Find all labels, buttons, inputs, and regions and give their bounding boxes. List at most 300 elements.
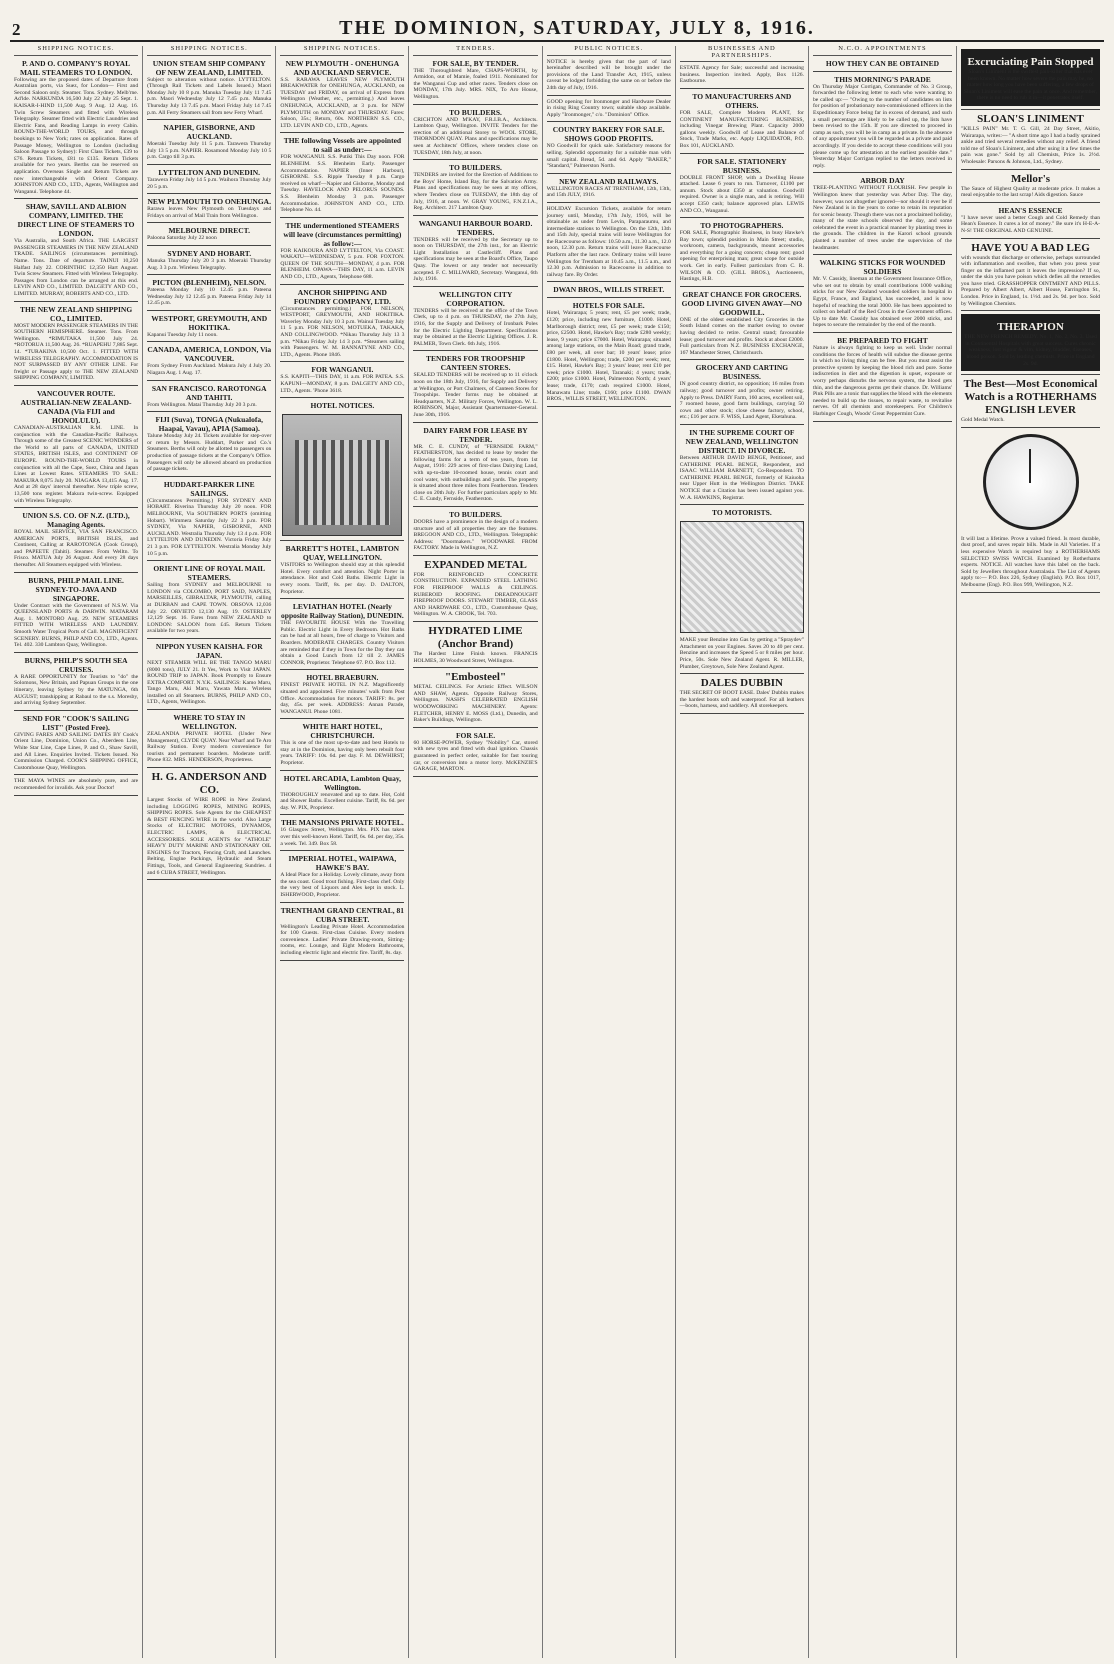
advertisement-body: FOR REINFORCED CONCRETE CONSTRUCTION. EXPANDED STEEL LATHING FOR FIREPROOF WALLS & CEILINGS. RUBEROID ROOFING. DREADNOUGHT FIREPROOF DOORS. STEWART TIMBER, GLASS AND HARDWARE CO., LTD., Customhouse Quay, Wellington. W. A. CROOK, Tel. 703. [413,571,538,618]
advertisement-body: Rarawa leaves New Plymouth on Tuesdays and Fridays on arrival of Mail Train from Wellington. [147,206,272,219]
advertisement-title: HUDDART-PARKER LINE SAILINGS. [163,479,255,498]
divider [680,504,804,505]
column-heading: N.C.O. APPOINTMENTS [813,46,952,56]
divider [147,310,271,311]
advertisement [413,219,537,283]
advertisement [280,906,404,957]
advertisement [680,363,804,421]
advertisement [147,642,271,706]
advertisement [413,510,537,552]
advertisement [813,176,952,251]
advertisement-body: METAL CEILINGS. For Artistic Effect. WILSON AND SHAW, Agents. Opposite Railway Stores, Wellington. NASH'S CELEBRATED ENGLISH WOODWORKING MACHINERY. Agents: FLETCHER, HENRY E. MOSS (Ltd.), Dunedin, and Baker's Buildings, Wellington. [413,684,538,724]
divider [961,238,1100,239]
advertisement [813,258,952,329]
divider [680,217,804,218]
advertisement [813,75,952,170]
advertisement-body: GIVING FARES AND SAILING DATES BY Cook's Orient Line, Dominion, Union Co., Aberdeen Line, White Star Line, Cape Lines, P. and O., Shaw Savill, and All Lines. Enquiries Invited. Tickets Issued. No Commission Charged. COOK'S SHIPPING OFFICE, Customhouse Quay, Wellington. [14,731,139,771]
column-heading: PUBLIC NOTICES. [547,46,671,56]
advertisement [961,173,1100,199]
column-advertisements [957,46,1104,1658]
advertisement-body: THOROUGHLY renovated and up to date. Hot, Cold and Shower Baths. Excellent cuisine. Tariff, 8s. 6d. per day. W. PIX, Proprietor. [280,791,405,811]
divider [413,215,537,216]
advertisement [413,290,537,348]
divider [280,770,404,771]
advertisement-title: FIJI (Suva), TONGA (Nukualofa, Haapai, Vavau), APIA (Samoa). [155,415,263,434]
advertisement [280,221,404,281]
advertisement-body: Sloan's Liniment is the swiftest pain-killer that has ever been known. No matter how severe the pain may be, no matter how long you have been suffering, a few drops of Sloan's Liniment will ease the pain at once. And remember, there is no need to rub it in—it penetrates itself. [964,69,1097,102]
advertisement-title: FOR WANGANUI. [311,365,374,375]
advertisement-body: FOR SALE, Complete Modern PLANT, for CONTINENT MANUFACTURING BUSINESS, including Vinegar Brewing Plant. Capacity 2000 gallons weekly. Goodwill of Lease and Balance of Stock, Trade Marks, etc. Apply LIQUIDATOR, P.O. Box 101, AUCKLAND. [679,109,804,149]
column-heading: BUSINESSES AND PARTNERSHIPS. [680,46,804,62]
advertisement-body: FINEST PRIVATE HOTEL IN N.Z. Magnificently situated and appointed. Five minutes' walk from Post Office. Accommodation for motors. TARIFF: 8s. per day, 45s. per week. ADDRESS: Annan Parade, WANGANUI. Phone 1081. [280,682,405,715]
advertisement [413,731,537,773]
advertisement [280,673,404,715]
advertisement [413,59,537,101]
advertisement [961,378,1100,424]
advertisement-title: TO PHOTOGRAPHERS. [700,221,784,231]
newspaper-title: THE DOMINION, SATURDAY, JULY 8, 1916. [339,17,815,39]
advertisement [14,576,138,649]
advertisement [14,778,138,791]
divider [547,406,671,407]
advertisement [547,285,671,294]
advertisement-body: Subject to alteration without notice. LYTTELTON. (Through Rail Tickets and Labels Issued.) Maori Monday July 10 8 p.m. Manuka Tuesday July 11 7.45 p.m. Maori Wednesday July 12 7.45 p.m. Manuka Thursday July 13 7.45 p.m. Maori Friday July 14 7.45 p.m. All Ferry Steamers sail from new Ferry Wharf. [147,76,272,116]
advertisement-title: HYDRATED LIME (Anchor Brand) [428,625,523,651]
advertisement-title: TO BUILDERS. [449,163,502,173]
advertisement-body: IN good country district, no opposition; 16 miles from railway; good turnover and profits; owner retiring. Apply to Press. DAIRY Farm, 160 acres, excellent soil, 7 roomed house, good farm buildings, carrying 50 cows and other stock; close cheese factory, school, etc.; £16 per acre. F. WISS, Land Agent, Eketahuna. [679,381,804,421]
advertisement-body: SEALED TENDERS will be received up to 11 o'clock noon on the 18th July, 1916, for Supply and Delivery at Wellington, or Port Chalmers, of Canteen Stores for Troopships. Tender forms may be obtained at Headquarters, N.Z. Military Forces, Wellington. W. L. ROBINSON, Major, Assistant Quartermaster-General. June 30th, 1916. [413,372,538,418]
advertisement [14,511,138,569]
advertisement-title: SHAW, SAVILL AND ALBION COMPANY, LIMITED. THE DIRECT LINE OF STEAMERS TO LONDON. [17,202,135,239]
advertisement-body: TENDERS will be received at the office of the Town Clerk, up to 4 p.m. on THURSDAY, the 27th July, 1916, for the Supply and Delivery of Ironbark Poles for the Electric Lighting Department. Specifications may be obtained at the Electric Lighting Offices. J. R. PALMER, Town Clerk. 6th July, 1916. [413,307,538,347]
advertisement-body: THE MAYA WINES are absolutely pure, and are recommended for invalids. Ask your Doctor! [14,778,139,791]
divider [413,555,537,556]
advertisement-body: Manuka Thursday July 20 3 p.m. Moeraki Thursday Aug. 3 3 p.m. Wireless Telegraphy. [147,257,272,271]
advertisement-body: From Sydney From Auckland. Makura July 4 July 20. Niagara Aug. 1 Aug. 17. [147,363,272,377]
divider [147,164,271,165]
advertisement [413,354,537,418]
divider [680,424,804,425]
advertisement-title: WESTPORT, GREYMOUTH, AND HOKITIKA. [151,313,268,332]
divider [813,254,952,255]
advertisement-body: ONE of the oldest established City Groceries in the South Island comes on the market owing to owner having decided to retire. Central stand; favourable lease; good turnover and profits. Stock at about £2000. Full particulars from N.Z. BUSINESS EXCHANGE, 167 Manchester Street, Christchurch. [679,316,804,356]
advertisement-title: SEND FOR "COOK'S SAILING LIST" (Posted Free). [22,713,130,732]
advertisement [147,249,271,271]
advertisement-title: WALKING STICKS FOR WOUNDED SOLDIERS [819,258,946,277]
advertisement-title: WANGANUI HARBOUR BOARD. TENDERS. [418,218,533,237]
divider [547,121,671,122]
advertisement [813,59,952,68]
divider [14,301,138,302]
advertisement-title: THE MANSIONS PRIVATE HOTEL. [281,818,404,828]
advertisement-title: IMPERIAL HOTEL, WAIPAWA, HAWKE'S BAY. [288,854,397,873]
advertisement-body: Tarawera Friday July 14 5 p.m. Waihora Thursday July 20 5 p.m. [147,176,272,190]
advertisement-body: ZEALANDIA PRIVATE HOTEL (Under New Management), CLYDE QUAY. Near Wharf and Te Aro Railway Station. Every modern convenience for tourists and permanent boarders. Moderate tariff. Phone 832. MRS. HENDERSON, Proprietress. [147,731,272,764]
advertisement-title: GROCERY AND CARTING BUSINESS. [695,363,789,382]
advertisement [961,206,1100,235]
advertisement-title: TO MANUFACTURERS AND OTHERS. [692,91,792,110]
divider [280,361,404,362]
advertisement [280,365,404,394]
divider [413,667,537,668]
advertisement-body: Largest Stocks of WIRE ROPE in New Zealand, including LOGGING ROPES, MINING ROPES, SHIPPING ROPES. Sole Agents for the CHEAPEST & BEST FENCING WIRE in the world. Also Large Stocks of ELECTRIC MOTORS, DYNAMOS, ELECTRIC LAMPS, & ELECTRICAL ACCESSORIES. SOLE AGENTS for "ATHOLE" HEAVY DUTY MARINE AND STATIONARY OIL ENGINES for Tractors, Fencing Craft, and Launches. Belting, Engine Packings, Hydraulic and Steam Fittings, Tools, and General Engineering Sundries. 4 and 6 CUBA STREET, Wellington. [147,797,272,876]
divider [813,421,952,422]
advertisement-title: "Embosteel" [444,671,507,684]
advertisement [680,677,804,710]
advertisement-title: BURNS, PHILP MAIL LINE. SYDNEY-TO-JAVA AND SINGAPORE. [28,575,124,603]
column-shipping-2 [143,46,276,1658]
advertisement [147,123,271,161]
divider [961,109,1100,110]
advertisement-body: CRICHTON AND M'KAY, F.R.I.B.A., Architects. Lambton Quay, Wellington. INVITE Tenders for the erection of an additional Storey to WOOL STORE, THORNDON QUAY. Plans and specifications may be seen at Architects' Offices, where tenders close on TUESDAY, 18th July, at noon. [413,116,538,156]
advertisement-body: Pateena Monday July 10 12.45 p.m. Pateena Wednesday July 12 12.45 p.m. Pateena Friday July 14 12.45 p.m. [147,287,272,307]
advertisement-body: Hotel, Wairarapa; 5 years; rent, £5 per week; trade, £120; price, including new furniture, £1000. Hotel, Marlborough district; rent, £5 per week; trade £150; price, £2500. Hotel, Hawke's Bay; trade £280 weekly; lease, 9 years; price £7000. Hotel, Wairarapa; situated among large stations, on the Main Road; grand trade, £80 per week, all over bar; 10 years' lease; price £1800. Hotel, Wellington; trade, £200 per week; rent, £15. Hotel, Hawke's Bay; 3 years' lease; rent £10 per week; price £1000. Hotel, Taranaki; 4 years; trade, £200; price £1000. Hotel, Palmerston North; 4 years' lease; trade, £170; cash required £1000. Hotel, Manawatu Line; trade, £160; price £1100. DWAN BROS., WILLIS STREET, WELLINGTON. [546,310,671,403]
advertisement [14,305,138,382]
advertisement-title: HAVE YOU A BAD LEG [971,241,1090,254]
advertisement [413,426,537,503]
divider [547,95,671,96]
advertisement [961,113,1100,166]
divider [547,173,671,174]
advertisement-title: BURNS, PHILP'S SOUTH SEA CRUISES. [24,655,128,674]
advertisement-title: BE PREPARED TO FIGHT [837,336,928,345]
advertisement-title: HOTEL ARCADIA, Lambton Quay, Wellington. [283,773,402,792]
divider [147,879,271,880]
advertisement-body: NOTICE is hereby given that the part of land hereinafter described will be brought under the provisions of the Land Transfer Act, 1915, unless caveat be lodged forbidding the same on or before the 24th day of July, 1916. [546,58,671,91]
advertisement-title: UNION STEAM SHIP COMPANY OF NEW ZEALAND, LIMITED. [152,58,266,77]
advertisement [413,671,537,724]
advertisement-body: WELLINGTON RACES AT TRENTHAM, 12th, 13th, and 15th JULY, 1916. [546,185,671,199]
divider [961,169,1100,170]
advertisement-title: DALES DUBBIN [700,677,783,690]
advertisement-body: Gold Medal Watch. [960,417,1005,424]
advertisement [147,59,271,117]
divider [961,310,1100,311]
divider [147,222,271,223]
advertisement [147,278,271,307]
divider [413,286,537,287]
advertisement-title: WHERE TO STAY IN WELLINGTON. [173,713,246,732]
advertisement-title: GREAT CHANCE FOR GROCERS. GOOD LIVING GIVEN AWAY—NO GOODWILL. [681,289,803,317]
divider [147,274,271,275]
advertisement-title: TO BUILDERS. [449,107,502,117]
advertisement-title: NEW PLYMOUTH TO ONEHUNGA. [147,197,271,207]
advertisement-body: Wellington's Leading Private Hotel. Accommodation for 100 Guests. First-class Cuisine. Every modern convenience. Ladies' Private Drawing-room, Sitting-rooms, etc. Lounge, and Eight Modern Bathrooms, including electric light and electric fire. Tariff, 8s. day. [280,923,405,956]
advertisement-body: Talune Monday July 24. Tickets available for step-over or return by Messrs. Huddart, Parker and Co.'s Steamers. Berths will only be allotted to passengers on production of passage tickets at the Company's Office. Passengers will only be allowed aboard on production of passage tickets. [147,433,272,473]
advertisement-title: THE NEW ZEALAND SHIPPING CO., LIMITED. [19,304,133,323]
divider [147,476,271,477]
divider [680,88,804,89]
divider [280,217,404,218]
advertisement-body: DOORS have a prominence in the design of a modern structure and of all properties they are the features. BREGOON AND CO., LTD., Wellington. Telegraphic Address: "Doormakers." WOODWARE FROM FACTORY. Made in Wellington, N.Z. [413,518,538,552]
advertisement [547,301,671,402]
divider [14,572,138,573]
advertisement-body: CANADIAN-AUSTRALIAN R.M. LINE. In conjunction with the Canadian-Pacific Railways. Through some of the Greatest SCENIC WONDERS of the World to all parts of CANADA, UNITED STATES, BRITISH ISLES, and CONTINENT OF EUROPE. ROUND-THE-WORLD TOURS in conjunction with all the Cape, Suez, China and Japan Lines at Lowest Rates. STEAMERS TO SAIL: MAKURA 8,075 July 20. NIAGARA 13,415 Aug. 17. And at 28 days' interval thereafter. New triple screw, 13,500 tons register. Makura twin-screw. Equipped with Wireless Telegraphy. [14,424,139,504]
advertisement-body: A RARE OPPORTUNITY for Tourists to "do" the Solomons, New Britain, and Papuan Groups in the one itinerary, leaving Sydney by the MATUNGA, 6th AUGUST; transhipping at Rabaul to the s.s. Moresby, and arriving Sydney September. [14,673,139,707]
advertisement-body: It will last a lifetime. Prove a valued friend. Is most durable, dust proof, and saves repair bills. Made in All Varieties. If a less expensive Watch is required buy a ROTHERHAMS SELECTED SWISS WATCH. Examined by Rotherhams experts. NOTICE. All watches have this label on the back. Sold by Jewellers throughout Australasia. The List of Agents apply to:— P.O. Box 226, Sydney (English). P.O. Box 1017, Melbourne (Eng). P.O. Box 999, Wellington, N.Z. [960,535,1101,588]
advertisement [413,108,537,157]
advertisement-body: Nature is always fighting to keep us well. Under normal conditions the forces of health will subdue the disease germs in which no living thing can be free. But you must assist the protective system by keeping the blood rich and pure. Some indiscretion in diet and the digestion is upset, exposure or worry perhaps disturbs the nervous system, the blood gets thin, and the dangerous germs get their chance. Dr. Williams' Pink Pills are a tonic that supplies the blood with the elements needed to build up the tissues, to repair waste, to revitalise nerves. Of all chemists and storekeepers. For Children's Harbinger Cough, Woods' Great Peppermint Cure. [812,345,952,417]
divider [280,669,404,670]
advertisement [280,288,404,359]
advertisement-title: UNION S.S. CO. OF N.Z. (LTD.), Managing Agents. [22,511,130,530]
advertisement-body: MR. C. E. CUNDY, of "FERNSIDE FARM," FEATHERSTON, has decided to lease by tender the following farms for a term of ten years, from 1st August, 1916: 229 acres of first-class Dairying Land, with up-to-date 10-roomed house, tennis court and cool water, with outbuildings and yards. The property is situated about three miles from Featherston. Tenders close on 20th July. For further particulars apply to Mr. C. E. Cundy, Fernside, Featherston. [413,443,538,503]
advertisement-title: SAN FRANCISCO. RAROTONGA AND TAHITI. [151,383,267,402]
advertisement-body: This is one of the most up-to-date and best Hotels to stay at in the Dominion, having only been rebuilt four years. TARIFF: 10s. 6d. per day. F. M. DEWHIRST, Proprietor. [280,740,405,767]
advertisement [680,157,804,215]
advertisement-title: THERAPION [997,321,1064,334]
advertisement-body: (Circumstances permitting.) FOR NELSON, WESTPORT, GREYMOUTH, AND HOKITIKA. Waverley Monday July 10 3 p.m. Wainui Tuesday July 11 5 p.m. FOR NELSON, MOTUEKA, TAKAKA, AND COLLINGWOOD. *Nikau Thursday July 13 3 p.m. *Nikau Friday July 14 3 p.m. *Steamers sailing with Passengers. W. M. BANNATYNE AND CO., LTD., Agents. Phone 1846. [280,305,405,358]
advertisement [680,290,804,357]
divider [961,427,1100,428]
column-public-notices [543,46,676,1658]
divider [413,506,537,507]
divider [413,350,537,351]
advertisement [14,59,138,196]
advertisement [813,336,952,418]
page-number: 2 [12,20,21,39]
divider [147,411,271,412]
advertisement-title: SLOAN'S LINIMENT [977,112,1084,125]
advertisement-body: Paloona Saturday July 22 noon [147,235,217,242]
advertisement-title: IN THE SUPREME COURT OF NEW ZEALAND, WELLINGTON DISTRICT. IN DIVORCE. [685,427,799,455]
divider [961,592,1100,593]
advertisement-body: From Wellington. Matai Thursday July 20 3 p.m. [147,401,257,408]
advertisement-body: "KILLS PAIN" Mr. T. G. Gill, 24 Day Street, Akitio, Wairarapa, writes:— "A short time ago I had a badly sprained ankle and tried several remedies without any relief. A friend told me of Sloan's Liniment, and after using it a few times the pain was gone." Sold by all Chemists, Price 1s. 2½d. Wholesale: Parsons & Johnson, Ltd., Sydney. [960,125,1101,165]
advertisement-body: TENDERS will be received by the Secretary up to noon on THURSDAY, the 27th inst., for an Electric Light Installation at Castlecliff. Plans and specifications may be seen at the Board's Office, Taupo Quay. The lowest or any tender not necessarily accepted. F. C. MILLWARD, Secretary. Wanganui, 6th July, 1916. [413,236,538,283]
advertisement-body: FOR WANGANUI. S.S. Putiki This Day noon. FOR BLENHEIM. S.S. Blenheim Early. Passenger Accommodation. NAPIER (Inner Harbour), GISBORNE. S.S. Rippie Tuesday 8 p.m. Cargo received on wharf—Napier and Gisborne, Monday and Tuesday. HAVELOCK AND PELORUS SOUNDS. S.S. Blenheim Monday 3 p.m. Passenger Accommodation. JOHNSTON AND CO., LTD. Telephone No. 44. [280,154,405,214]
advertisement-body: GOOD opening for Ironmonger and Hardware Dealer in rising Ring Country town; suitable shop available. Apply "Ironmonger," c/o. "Dominion" Office. [546,98,671,118]
advertisement-title: The Best—Most Economical Watch is a ROTHERHAMS ENGLISH LEVER [963,378,1098,417]
advertisement-title: Excruciating Pain Stopped [967,56,1094,68]
advertisement-title: FOR SALE. STATIONERY BUSINESS. [697,156,787,175]
divider [147,380,271,381]
advertisement-title: HOW THEY CAN BE OBTAINED [825,58,939,68]
advertisement-body: Mr. V. Cassidy, lineman at the Government Insurance Office, who set out to obtain by small contributions 1000 walking sticks for our New Zealand wounded soldiers in hospital in Egypt, France, and England, has succeeded, and is now hopeful of reaching the total 3000. He has been appointed to collect on behalf of the Red Cross in the Government offices. Up to date Mr. Cassidy has obtained over 2000 sticks, and hopes to secure the remainder by the end of the month. [812,276,952,329]
advertisement [680,428,804,501]
divider [680,153,804,154]
divider [813,172,952,173]
divider [280,814,404,815]
advertisement-title: THE undermentioned STEAMERS will leave (circumstances permitting) as follow:— [283,220,402,248]
advertisement-body: On Thursday Major Corrigan, Commander of No. 3 Group, forwarded the following letter to each who were wanting to be called up:— "Owing to the number of candidates on lists for position of probationary non-commissioned officers in the Expeditionary Force being far in excess of demand, and such a small percentage are likely to be called up, the lists have been revised to the 15th. If you are directed to proceed in camp as such, you will be in camp as a private. In the absence of any appointment you will be regarded as a private and paid accordingly. If you decide to accept these conditions will you please come up for attestation at the earliest possible date." Yesterday Major Corrigan replied to the letters received in reply. [812,83,952,169]
advertisement-title: P. AND O. COMPANY'S ROYAL MAIL STEAMERS TO LONDON. [19,58,133,77]
divider [280,902,404,903]
column-heading: SHIPPING NOTICES. [147,46,271,56]
divider [14,507,138,508]
advertisement-body: Via Australia, and South Africa. THE LARGEST PASSENGER STEAMERS IN THE NEW ZEALAND TRADE. SAILINGS (circumstances permitting). Name. Tons. Date of departure. TAINUI 10,250 Halfast July 22. CORINTHIC 12,350 Hart August. Twin Screw Steamers. Fitted with Wireless Telegraphy. Passages from London can be arranged at this end. LEVIN AND CO., LIMITED. DALGETY AND CO., LIMITED. MURRAY, ROBERTS AND CO., LTD. [14,238,139,298]
column-heading: SHIPPING NOTICES. [14,46,138,56]
divider [14,795,138,796]
divider [280,718,404,719]
advertisement-body: The Hardest Lime Finish known. FRANCIS HOLMES, 30 Woodward Street, Wellington. [413,651,538,664]
advertisement-title: NEW PLYMOUTH - ONEHUNGA AND AUCKLAND SERVICE. [285,58,400,77]
divider [147,767,271,768]
advertisement-body: THE SECRET OF BOOT EASE. Dales' Dubbin makes the hardest boots soft and waterproof. For all leathers—boots, harness, and saddlery. All storekeepers. [679,690,804,710]
advertisement-title: DAIRY FARM FOR LEASE BY TENDER. [423,425,528,444]
column-shipping-3 [276,46,409,1658]
divider [280,598,404,599]
divider [413,159,537,160]
advertisement-title: HOTELS FOR SALE. [572,301,645,311]
advertisement-body: The Sauce of Highest Quality at moderate price. It makes a meal enjoyable to the last scrap! Aids digestion. Sauce [960,185,1101,199]
divider [147,560,271,561]
advertisement [280,774,404,812]
advertisement-title: Mellor's [1010,172,1051,185]
divider [413,776,537,777]
advertisement [961,242,1100,308]
divider [14,710,138,711]
engraving-illustration [282,414,402,536]
columns [10,46,1104,1658]
advertisement-body: 16 Glasgow Street, Wellington. Mrs. PIX has taken over this well-known Hotel. Tariff, 6s. 6d. per day, 35s. a week. Tel. 349. Box 58. [280,827,405,847]
advertisement-title: SYDNEY AND HOBART. [167,248,252,258]
advertisement [413,163,537,212]
divider [547,281,671,282]
masthead [10,8,1104,42]
divider [14,198,138,199]
advertisement [280,401,404,536]
column-tenders [409,46,542,1658]
advertisement-body: MAKE your Benzine into Gas by getting a "Spraydev" Attachment on your Engines. Saves 20 to 40 per cent. Benzine and increases the Speed 5 or 8 miles per hour. Price, 50s. Sole New Zealand Agent. R. MILLER, Plumber, Greytown, Sole New Zealand Agent. [679,637,804,670]
advertisement-body: TREE-PLANTING WITHOUT FLOURISH. Few people in Wellington knew that yesterday was Arbor Day. The day, however, was not altogether ignored—nor should it ever be if New Zealand is in the years to come to retain its reputation for scenic beauty. Though there was not a proclaimed holiday, many of the state schools observed the day, and some celebrated the event in a practical manner by planting trees in the grounds. The children in the Karori school grounds planted a number of trees under the supervision of the headmaster. [812,185,952,251]
advertisement-title: MELBOURNE DIRECT. [168,226,250,236]
advertisement [280,854,404,898]
advertisement [961,434,1100,589]
advertisement [413,625,537,664]
advertisement-title: VANCOUVER ROUTE. AUSTRALIAN-NEW ZEALAND-CANADA (Via FIJI and HONOLULU). [20,388,132,425]
advertisement-body: A Ideal Place for a Holiday. Lovely climate, away from the sea coast. Good trout fishing. First-class chef. Only the very best of Liquors and Ales kept in stock. L. ISHERWOOD, Proprietor. [280,872,405,898]
divider [147,638,271,639]
advertisement-title: TENDERS FOR TROOPSHIP CANTEEN STORES. [426,354,526,373]
advertisement-body: ROYAL MAIL SERVICE, VIA SAN FRANCISCO. AMERICAN PORTS, BRITISH ISLES, and Continent, Calling at RAROTONGA (Cook Group), and PAPEETE (Tahiti). Steamer. From Welltn. To Frisco. MATUA July 26 August. And every 28 days thereafter. All Steamers equipped with Wireless. [14,529,139,569]
divider [147,245,271,246]
advertisement [280,818,404,847]
advertisement-title: H. G. ANDERSON AND CO. [151,771,267,797]
divider [280,397,404,398]
divider [680,713,804,714]
advertisement-title: COUNTRY BAKERY FOR SALE. SHOWS GOOD PROFITS. [552,125,665,144]
advertisement-title: CANADA, AMERICA, LONDON, Via VANCOUVER. [147,345,272,364]
advertisement-body: TENDERS are invited for the Erection of Additions to the Boys' Home, Island Bay, for the Salvation Army. Plans and specifications may be seen at my offices, where Tenders close on TUESDAY, the 18th day of July, 1916, at noon. W. GRAY YOUNG, F.N.Z.I.A., Reg. Architect. 217 Lambton Quay. [413,172,538,212]
advertisement-title: FOR SALE, BY TENDER. [432,58,519,68]
divider [14,385,138,386]
column-news [809,46,957,1658]
advertisement [547,177,671,199]
advertisement-body: Kapanui Tuesday July 11 noon. [147,331,218,338]
advertisement-body: Between ARTHUR DAVID BENGE, Petitioner, and CATHERINE PEARL BENGE, Respondent, and ISAAC WILLIAM BARNETT, Co-Respondent. TO CATHERINE PEARL BENGE, formerly of Kaiuoha near Upper Hutt in the Wellington District. TAKE NOTICE that a Citation has been issued against you. W. A. HAWKINS, Registrar. [679,454,804,501]
advertisement [680,221,804,283]
advertisement-body: Sailing from SYDNEY and MELBOURNE to LONDON via COLOMBO, PORT SAID, NAPLES, MARSEILLES, GIBRALTAR, PLYMOUTH, calling at DURBAN and CAPE TOWN. ORSOVA 12,036 July 22. ORVIETO 12,130 Aug. 19. OSTERLEY 12,129 Sept. 16. Fares from NEW ZEALAND to LONDON: SALOON from £45. Return Tickets available for two years. [147,582,272,635]
advertisement-body: "I have never used a better Cough and Cold Remedy than Hean's Essence. It cures a lot of money." Be sure it's H-E-A-N-S! THE ORIGINAL AND GENUINE. [960,214,1101,234]
advertisement-body: VISITORS to Wellington should stay at this splendid Hotel. Every comfort and attention. Night Porter in attendance. Hot and Cold Baths. Electric Light in every room. Tariff, 8s. per day. D. DALTON, Proprietor. [280,562,405,595]
pocket-watch-illustration [983,434,1079,530]
engraving-illustration [680,521,804,633]
advertisement-title: HEAN'S ESSENCE [998,205,1063,215]
advertisement [547,59,671,92]
divider [280,850,404,851]
advertisement-title: ANCHOR SHIPPING AND FOUNDRY COMPANY, LTD. [293,287,391,306]
advertisement-title: FOR SALE. [455,730,496,740]
advertisement [280,722,404,766]
advertisement [280,544,404,595]
advertisement-title: THE following Vessels are appointed to sail as under:— [283,136,402,155]
divider [14,774,138,775]
advertisement [961,49,1100,106]
advertisement [147,564,271,635]
advertisement-body: with wounds that discharge or otherwise, perhaps surrounded with inflammation and swollen, that when you press your finger on the inflamed part it leaves the impression? If so, under the skin you have poison which defies all the remedies you have tried. GRASSHOPPER OINTMENT AND PILLS. Prepared by Albert Albert, Albert House, Farringdon St., London. Price in England, 1s. 1½d. and 2s. 9d. per box. Sold by Wellington Chemists. [960,254,1101,307]
advertisement-body: Moeraki Tuesday July 11 5 p.m. Tarawera Thursday July 13 5 p.m. NAPIER. Rosamond Monday July 10 5 p.m. Cargo till 3 p.m. [147,141,272,161]
divider [961,202,1100,203]
advertisement [147,314,271,339]
advertisement-body: S.S. KAPITI—THIS DAY, 11 a.m. FOR PATEA. S.S. KAPUNI—MONDAY, 8 p.m. DALGETY AND CO., LTD., Agents. 'Phone 3618. [280,374,405,394]
advertisement [961,314,1100,371]
advertisement-title: THIS MORNING'S PARADE [834,74,931,84]
divider [413,422,537,423]
advertisement-body: FOR KAIKOURA AND LYTTELTON, Via COAST. WAKATU—WEDNESDAY, 5 p.m. FOR FOXTON. QUEEN OF THE SOUTH—MONDAY, 4 p.m. FOR BLENHEIM. OPAWA—THIS DAY, 11 a.m. LEVIN AND CO., LTD., Agents, Telephone 688. [280,247,405,281]
advertisement-body: S.S. RARAWA LEAVES NEW PLYMOUTH BREAKWATER for ONEHUNGA, AUCKLAND, on TUESDAY and FRIDAY, on arrival of Express from Wellington (Weather, etc., permitting.) And leaves ONEHUNGA, AUCKLAND, at 3 p.m. for NEW PLYMOUTH on MONDAY and THURSDAY. Fares: Saloon, 35s.; Return, 60s. NORTHERN S.S. CO., LTD. LEVIN AND CO., LTD., Agents. [280,76,405,129]
advertisement [147,226,271,242]
advertisement-body: MOST MODERN PASSENGER STEAMERS IN THE SOUTHERN HEMISPHERE. Steamer. Tons. From Wellington. *RIMUTAKA 11,500 July 24. *ROTORUA 11,500 Aug. 26. *RUAPEHU 7,885 Sept. 14. *TURAKINA 10,500 Oct. 1. FITTED WITH WIRELESS TELEGRAPHY. ACCOMMODATION IS NOT SURPASSED BY ANY OTHER LINE. For freight or Passage apply to THE NEW ZEALAND SHIPPING COMPANY, LIMITED. [14,322,139,382]
divider [961,374,1100,375]
advertisement-body: THE NEW FRENCH REMEDY. No. 1, No. 2, No. 3. Used in Continental Hospitals with great success. Cures chronic weakness, lost vigour & vim, kidney, bladder, diseases, blood poison. Sold by leading chemists. Price in England 2s. 9d. [964,334,1097,367]
advertisement-title: PICTON (BLENHEIM), NELSON. [152,278,267,288]
advertisement-body: DOUBLE FRONT SHOP, with a Dwelling House attached. Lease 6 years to run. Turnover, £1100 per annum. Stock about £350 at valuation. Goodwill required. Owner is a single man, and is retiring. Will accept £350 cash; balance approved plan. LEWIS AND CO., Wanganui. [679,174,804,214]
advertisement-body: Following are the proposed dates of Departure from Australian ports, via Suez, for London— First and Second Saloon only. Steamer. Tons. Sydney. Melb'rne. Ad'lde. NARKUNDA 16,500 July 22 July 25 Sept. 1. KAISAR-I-HIND 11,500 Aug. 9 Aug. 12 Aug. 16. Twin Screw Steamers and fitted with Wireless Telegraphy. Steamer fitted with Electric Laundries and Electric Fans, and Reading Lamps in every Cabin. ROUND-THE-WORLD TOURS, and through bookings to New York; rates on application. Rates of Passage Money, Wellington to London (including Saloon Passage to Sydney): First Class Tickets, £39 to £76. Return Tickets, £81 to £135. Return Tickets available for two years. Berths can be reserved on application. Overseas Single and Return Tickets are now interchangeable with Orient Company. JOHNSTON AND CO., LTD., Agents, Wellington and Wanganui. Telephone 44. [14,76,139,195]
advertisement [413,559,537,618]
advertisement-title: WHITE HART HOTEL, CHRISTCHURCH. [302,722,383,741]
advertisement [147,197,271,219]
divider [147,119,271,120]
divider [547,297,671,298]
advertisement [147,480,271,557]
advertisement [547,99,671,119]
advertisement-title: TO MOTORISTS. [711,508,772,518]
advertisement-body: (Circumstances Permitting.) FOR SYDNEY AND HOBART. Riverina Thursday July 20 noon. FOR MELBOURNE, Via SOUTHERN PORTS (omitting Hobart). Wimmera Saturday July 22 3 p.m. FOR SYDNEY, Via NAPIER, GISBORNE, AND AUCKLAND. Westralia Thursday July 13 4 p.m. FOR LYTTELTON AND DUNEDIN. Victoria Friday July 21 3 p.m. FOR LYTTELTON. Westralia Monday July 10 5 p.m. [147,497,272,557]
advertisement-title: DWAN BROS., WILLIS STREET. [553,285,665,295]
advertisement [280,136,404,213]
advertisement [147,384,271,409]
column-shipping-1 [10,46,143,1658]
divider [280,132,404,133]
divider [14,652,138,653]
advertisement-body: NO Goodwill for quick sale. Satisfactory reasons for selling. Splendid opportunity for a suitable man with small capital. Bread, 5d. and 6d. Apply "BAKER," "Standard," Palmerston North. [546,143,671,170]
column-heading: SHIPPING NOTICES. [280,46,404,56]
advertisement-title: TO BUILDERS. [449,509,502,519]
advertisement-title: NIPPON YUSEN KAISHA. FOR JAPAN. [155,641,263,660]
divider [680,359,804,360]
advertisement-title: LEVIATHAN HOTEL (Nearly opposite Railway Station), DUNEDIN. [281,602,404,621]
divider [413,727,537,728]
advertisement [14,656,138,707]
advertisement-title: NEW ZEALAND RAILWAYS. [559,176,659,186]
advertisement-title: TRENTHAM GRAND CENTRAL, 81 CUBA STREET. [280,905,405,924]
advertisement-title: BARRETT'S HOTEL, LAMBTON QUAY, WELLINGTON. [285,544,400,563]
advertisement [147,713,271,764]
advertisement-title: HOTEL BRAEBURN. [306,673,379,683]
advertisement-body: Under Contract with the Government of N.S.W. Via QUEENSLAND PORTS & DARWIN. MATARAM Aug. 1. MONTORO Aug. 29. NEW STEAMERS FITTED WITH WIRELESS AND LAUNDRY. Smooth Water Tropical Ports of Call. MAGNIFICENT SCENERY. BURNS, PHILP AND CO., LTD., Agents. Tel. 402. 330 Lambton Quay, Wellington. [14,602,139,649]
advertisement [547,206,671,279]
divider [813,71,952,72]
advertisement-body: NEXT STEAMER WILL BE THE TANGO MARU (8000 tons), JULY 21. It Yes, Work to Visit JAPAN. ROUND TRIP to JAPAN. Book Promptly to Ensure EXTRA COMFORT. N.Y.K. SAILINGS: Kamo Maru, Tango Maru, Aki Maru, Yawata Maru. Wireless installed on all Steamers. BURNS, PHILP AND CO., LTD., Agents, Wellington. [147,659,272,706]
advertisement [280,59,404,130]
divider [680,286,804,287]
advertisement [14,714,138,772]
divider [280,960,404,961]
advertisement-title: WELLINGTON CITY CORPORATION. [438,289,513,308]
divider [147,709,271,710]
advertisement [680,92,804,150]
